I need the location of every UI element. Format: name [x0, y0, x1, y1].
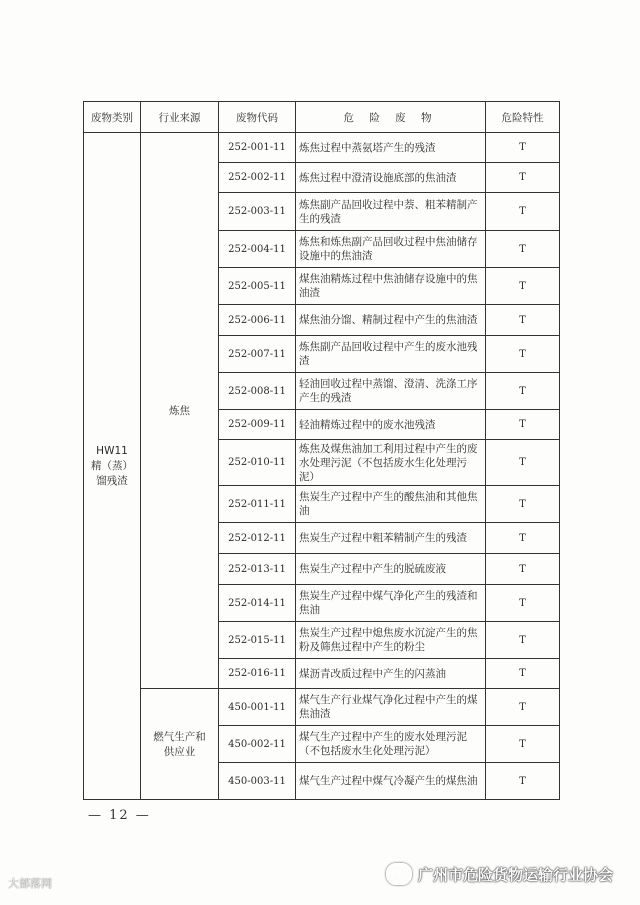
waste-code: 252-011-11: [219, 486, 296, 523]
page-number: — 12 —: [88, 808, 151, 823]
header-source: 行业来源: [141, 102, 219, 133]
waste-description: 轻油回收过程中蒸馏、澄清、洗涤工序产生的残渣: [296, 373, 486, 410]
waste-code: 450-001-11: [219, 689, 296, 726]
waste-description: 炼焦副产品回收过程中萘、粗苯精制产生的残渣: [296, 193, 486, 231]
header-category: 废物类别: [84, 102, 141, 133]
waste-description: 焦炭生产过程中煤气净化产生的残渣和焦油: [296, 585, 486, 622]
industry-source-cell: 燃气生产和 供应业: [141, 689, 219, 800]
waste-code: 252-015-11: [219, 622, 296, 659]
waste-description: 煤气生产行业煤气净化过程中产生的煤焦油渣: [296, 689, 486, 726]
waste-description: 炼焦副产品回收过程中产生的废水池残渣: [296, 336, 486, 373]
waste-code: 252-001-11: [219, 133, 296, 163]
waste-code: 252-007-11: [219, 336, 296, 373]
table-row: [84, 133, 560, 163]
waste-description: 轻油精炼过程中的废水池残渣: [296, 410, 486, 440]
hazard-property: T: [486, 726, 560, 763]
hazard-property: T: [486, 410, 560, 440]
hazard-property: T: [486, 231, 560, 268]
waste-code: 252-008-11: [219, 373, 296, 410]
hazard-property: T: [486, 585, 560, 622]
waste-description: 焦炭生产过程中产生的酸焦油和其他焦油: [296, 486, 486, 523]
waste-code: 252-002-11: [219, 163, 296, 193]
waste-code: 450-003-11: [219, 763, 296, 800]
watermark-right-text: 广州市危险货物运输行业协会: [418, 865, 614, 884]
hazard-property: T: [486, 440, 560, 486]
wechat-icon: [386, 863, 412, 885]
hazard-property: T: [486, 622, 560, 659]
hazard-property: T: [486, 193, 560, 231]
hazard-property: T: [486, 554, 560, 585]
waste-description: 煤沥青改质过程中产生的闪蒸油: [296, 659, 486, 689]
waste-description: 焦炭生产过程中熄焦废水沉淀产生的焦粉及筛焦过程中产生的粉尘: [296, 622, 486, 659]
watermark-left: 大部落网: [8, 877, 52, 890]
hazard-property: T: [486, 336, 560, 373]
waste-description: 焦炭生产过程中粗苯精制产生的残渣: [296, 523, 486, 554]
hazard-property: T: [486, 763, 560, 800]
waste-code: 252-012-11: [219, 523, 296, 554]
waste-description: 煤气生产过程中产生的废水处理污泥（不包括废水生化处理污泥）: [296, 726, 486, 763]
waste-code: 252-005-11: [219, 268, 296, 305]
waste-description: 炼焦及煤焦油加工利用过程中产生的废水处理污泥（不包括废水生化处理污泥）: [296, 440, 486, 486]
waste-description: 焦炭生产过程中产生的脱硫废液: [296, 554, 486, 585]
hazard-property: T: [486, 486, 560, 523]
waste-description: 炼焦和炼焦副产品回收过程中焦油储存设施中的焦油渣: [296, 231, 486, 268]
waste-code: 252-016-11: [219, 659, 296, 689]
waste-code: 252-003-11: [219, 193, 296, 231]
hazard-property: T: [486, 268, 560, 305]
waste-description: 炼焦过程中蒸氨塔产生的残渣: [296, 133, 486, 163]
hazard-property: T: [486, 373, 560, 410]
table-row: [84, 689, 560, 726]
waste-code: 252-009-11: [219, 410, 296, 440]
header-hazard-property: 危险特性: [486, 102, 560, 133]
industry-source-cell: 炼焦: [141, 133, 219, 689]
hazard-property: T: [486, 523, 560, 554]
hazard-property: T: [486, 133, 560, 163]
waste-code: 252-004-11: [219, 231, 296, 268]
waste-description: 炼焦过程中澄清设施底部的焦油渣: [296, 163, 486, 193]
table-header-row: [84, 102, 560, 133]
waste-category-cell: HW11 精（蒸） 馏残渣: [84, 133, 141, 800]
waste-code: 252-010-11: [219, 440, 296, 486]
hazardous-waste-table: [83, 101, 560, 800]
waste-description: 煤气生产过程中煤气冷凝产生的煤焦油: [296, 763, 486, 800]
hazard-property: T: [486, 305, 560, 336]
waste-code: 450-002-11: [219, 726, 296, 763]
header-code: 废物代码: [219, 102, 296, 133]
hazard-property: T: [486, 163, 560, 193]
hazard-property: T: [486, 689, 560, 726]
waste-description: 煤焦油精炼过程中焦油储存设施中的焦油渣: [296, 268, 486, 305]
waste-description: 煤焦油分馏、精制过程中产生的焦油渣: [296, 305, 486, 336]
waste-code: 252-006-11: [219, 305, 296, 336]
header-hazardous-waste: 危 险 废 物: [296, 102, 486, 133]
watermark-right: [386, 863, 613, 885]
waste-code: 252-013-11: [219, 554, 296, 585]
hazard-property: T: [486, 659, 560, 689]
waste-code: 252-014-11: [219, 585, 296, 622]
